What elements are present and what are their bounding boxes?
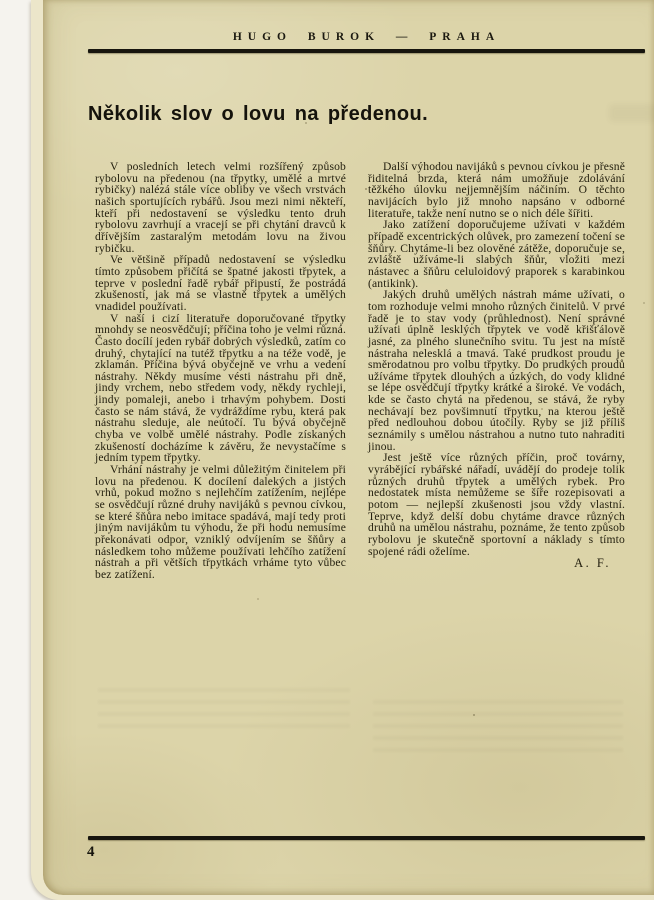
paragraph: Ve většině případů nedostavení se výsledku tímto způsobem přičítá se špatné jakosti třpytek, a teprve v poslední řadě rybář připustí, že postrádá zkušeností, jak má se vlastně třpytek a umělých vnadidel používati.	[95, 253, 346, 313]
paragraph: Jako zatížení doporučujeme užívati v každém případě excentrických olůvek, pro zamezení točení se šňůry. Chytáme-li bez olověné zátěže, doporučuje se, zvláště užíváme-li slabých šňůr, vložiti mezi nástavec a šňůru celuloidový praporek s karabinkou (antikink).	[368, 218, 625, 290]
paragraph: Jest ještě více různých příčin, proč továrny, vyrábějící rybářské nářadí, uvádějí do prodeje tolik různých druhů třpytek a umělých rybek. Pro nedostatek místa nemůžeme se šíře rozepisovati a potom — nejlepší zkušenosti jsou vždy vlastní. Teprve, když delší dobu chytáme dravce různých druhů na umělou nástrahu, poznáme, že tento způsob rybolovu je skutečně sportovní a náklady s tímto spojené rádi oželíme.	[368, 451, 625, 558]
paragraph: Další výhodou navijáků s pevnou cívkou je přesně řiditelná brzda, která nám umožňuje zdolávání těžkého úlovku nejjemnějším náčiním. O těchto navijácích bylo již mnoho napsáno v odborné literatuře, takže není nutno se o nich déle šířiti.	[368, 160, 625, 220]
author-initials: A. F.	[574, 556, 611, 571]
paragraph: Vrhání nástrahy je velmi důležitým činitelem při lovu na předenou. K docílení dalekých a jistých vrhů, pokud možno s nejlehčím zatížením, nejlépe se osvědčují různé druhy navijáků s pevnou cívkou, se které šňůra nebo imitace spadává, mají tedy proti jiným navijákům tu výhodu, že při hodu nemusíme překonávati odpor, vzniklý odvíjením se šňůry a následkem toho můžeme používati lehčího zatížení nástrah a při větších třpytkách vrháme tyto vůbec bez zatížení.	[95, 463, 346, 581]
footer-rule	[88, 836, 645, 840]
article-title: Několik slov o lovu na předenou.	[88, 103, 429, 125]
text-column-right	[368, 161, 625, 570]
publisher-header: HUGO BUROK — PRAHA	[232, 31, 501, 43]
text-column-left	[95, 161, 346, 581]
paragraph: V naší i cizí literatuře doporučované třpytky mnohdy se neosvědčují; příčina toho je velmi různá. Často docílí jeden rybář dobrých výsledků, zatím co druhý, chytající na tutéž třpytku a na téže vodě, je zklamán. Příčina bývá obyčejně ve vrhu a vedení nástrahy. Někdy musíme vésti nástrahu při dně, jindy vrchem, nebo středem vody, někdy rychleji, jindy pomaleji, anebo i trhavým pohybem. Dosti často se nám stává, že vydráždíme rybu, která pak nástrahu sleduje, ale neútočí. Tu bývá obyčejně chyba ve volbě umělé nástrahy. Podle získaných zkušeností docházíme k závěru, že nevystačíme s jedním typem třpytky.	[95, 311, 346, 465]
paragraph: V posledních letech velmi rozšířený způsob rybolovu na předenou (na třpytky, umělé a mrtvé rybičky) nalézá stále více obliby ve všech vrstvách našich sportujících rybářů. Jsou mezi nimi někteří, kteří při nedostavení se výsledku tento druh rybolovu zavrhují a vracejí se při chytání dravců k dřívějším zastaralým metodám lovu na živou rybičku.	[95, 160, 346, 255]
paragraph: Jakých druhů umělých nástrah máme užívati, o tom rozhoduje velmi mnoho různých činitelů. V prvé řadě je to stav vody (průhlednost). Není správné užívati úplně lesklých třpytek ve vodě křišťálově jasné, za plného slunečního svitu. Tu jest na místě nástraha nelesklá a tmavá. Také prudkost proudu je směrodatnou pro volbu třpytky. Do prudkých proudů užíváme třpytek dlouhých a úzkých, do vody klidné se lépe osvědčují třpytky krátké a široké. Ve vodách, kde se často chytá na předenou, se stává, že ryby nechávají bez povšimnutí třpytku, na kterou ještě před nedlouhou dobou útočily. Ryby se již příliš seznámily s umělou nástrahou a nutno tuto nahraditi jinou.	[368, 288, 625, 453]
page-number: 4	[87, 844, 95, 860]
header-rule	[88, 49, 645, 53]
